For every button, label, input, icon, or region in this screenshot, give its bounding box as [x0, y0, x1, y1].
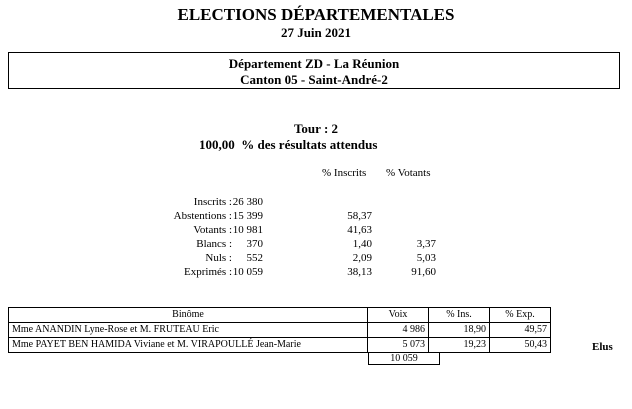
header-voix: Voix	[368, 308, 429, 323]
election-date: 27 Juin 2021	[280, 25, 352, 40]
stat-value: 10 059	[232, 266, 263, 278]
canton-label: Canton 05 - Saint-André-2	[240, 72, 388, 87]
table-header-row	[9, 308, 551, 323]
header-binome: Binôme	[9, 308, 368, 323]
cell-binome: Mme PAYET BEN HAMIDA Viviane et M. VIRAPOULLÉ Jean-Marie	[9, 338, 368, 353]
cell-pct-exp: 50,43	[490, 338, 551, 353]
stat-value: 15 399	[232, 210, 263, 222]
departement-label: Département ZD - La Réunion	[228, 56, 400, 71]
results-table	[8, 307, 551, 353]
cell-voix: 4 986	[368, 323, 429, 338]
stat-pct-inscrits: 38,13	[347, 266, 372, 278]
col-header-pct-inscrits: % Inscrits	[322, 167, 367, 179]
table-row	[9, 338, 551, 353]
stat-value: 26 380	[232, 196, 263, 208]
stat-pct-inscrits: 2,09	[352, 252, 372, 264]
stat-label: Nuls :	[205, 252, 232, 264]
stat-pct-votants: 91,60	[411, 266, 436, 278]
cell-pct-ins: 18,90	[429, 323, 490, 338]
header-pct-exp: % Exp.	[490, 308, 551, 323]
table-row	[9, 323, 551, 338]
stat-label: Votants :	[193, 224, 232, 236]
page-title: ELECTIONS DÉPARTEMENTALES	[177, 5, 455, 24]
tour-label: Tour : 2	[293, 121, 339, 136]
location-box	[8, 52, 620, 89]
stat-pct-inscrits: 1,40	[352, 238, 372, 250]
stat-pct-votants: 3,37	[416, 238, 436, 250]
stat-pct-inscrits: 41,63	[347, 224, 372, 236]
stat-label: Abstentions :	[173, 210, 232, 222]
stat-value: 10 981	[232, 224, 263, 236]
elected-label: Elus	[592, 341, 613, 353]
header-pct-ins: % Ins.	[429, 308, 490, 323]
results-expected-label: 100,00 % des résultats attendus	[199, 137, 378, 152]
cell-pct-exp: 49,57	[490, 323, 551, 338]
stat-value: 552	[246, 252, 263, 264]
stat-value: 370	[246, 238, 263, 250]
stat-label: Exprimés :	[184, 266, 232, 278]
stat-label: Inscrits :	[193, 196, 232, 208]
stat-label: Blancs :	[196, 238, 232, 250]
cell-binome: Mme ANANDIN Lyne-Rose et M. FRUTEAU Eric	[9, 323, 368, 338]
cell-voix: 5 073	[368, 338, 429, 353]
cell-pct-ins: 19,23	[429, 338, 490, 353]
total-votes: 10 059	[368, 352, 440, 365]
stat-pct-inscrits: 58,37	[347, 210, 372, 222]
stat-pct-votants: 5,03	[416, 252, 436, 264]
col-header-pct-votants: % Votants	[386, 167, 431, 179]
